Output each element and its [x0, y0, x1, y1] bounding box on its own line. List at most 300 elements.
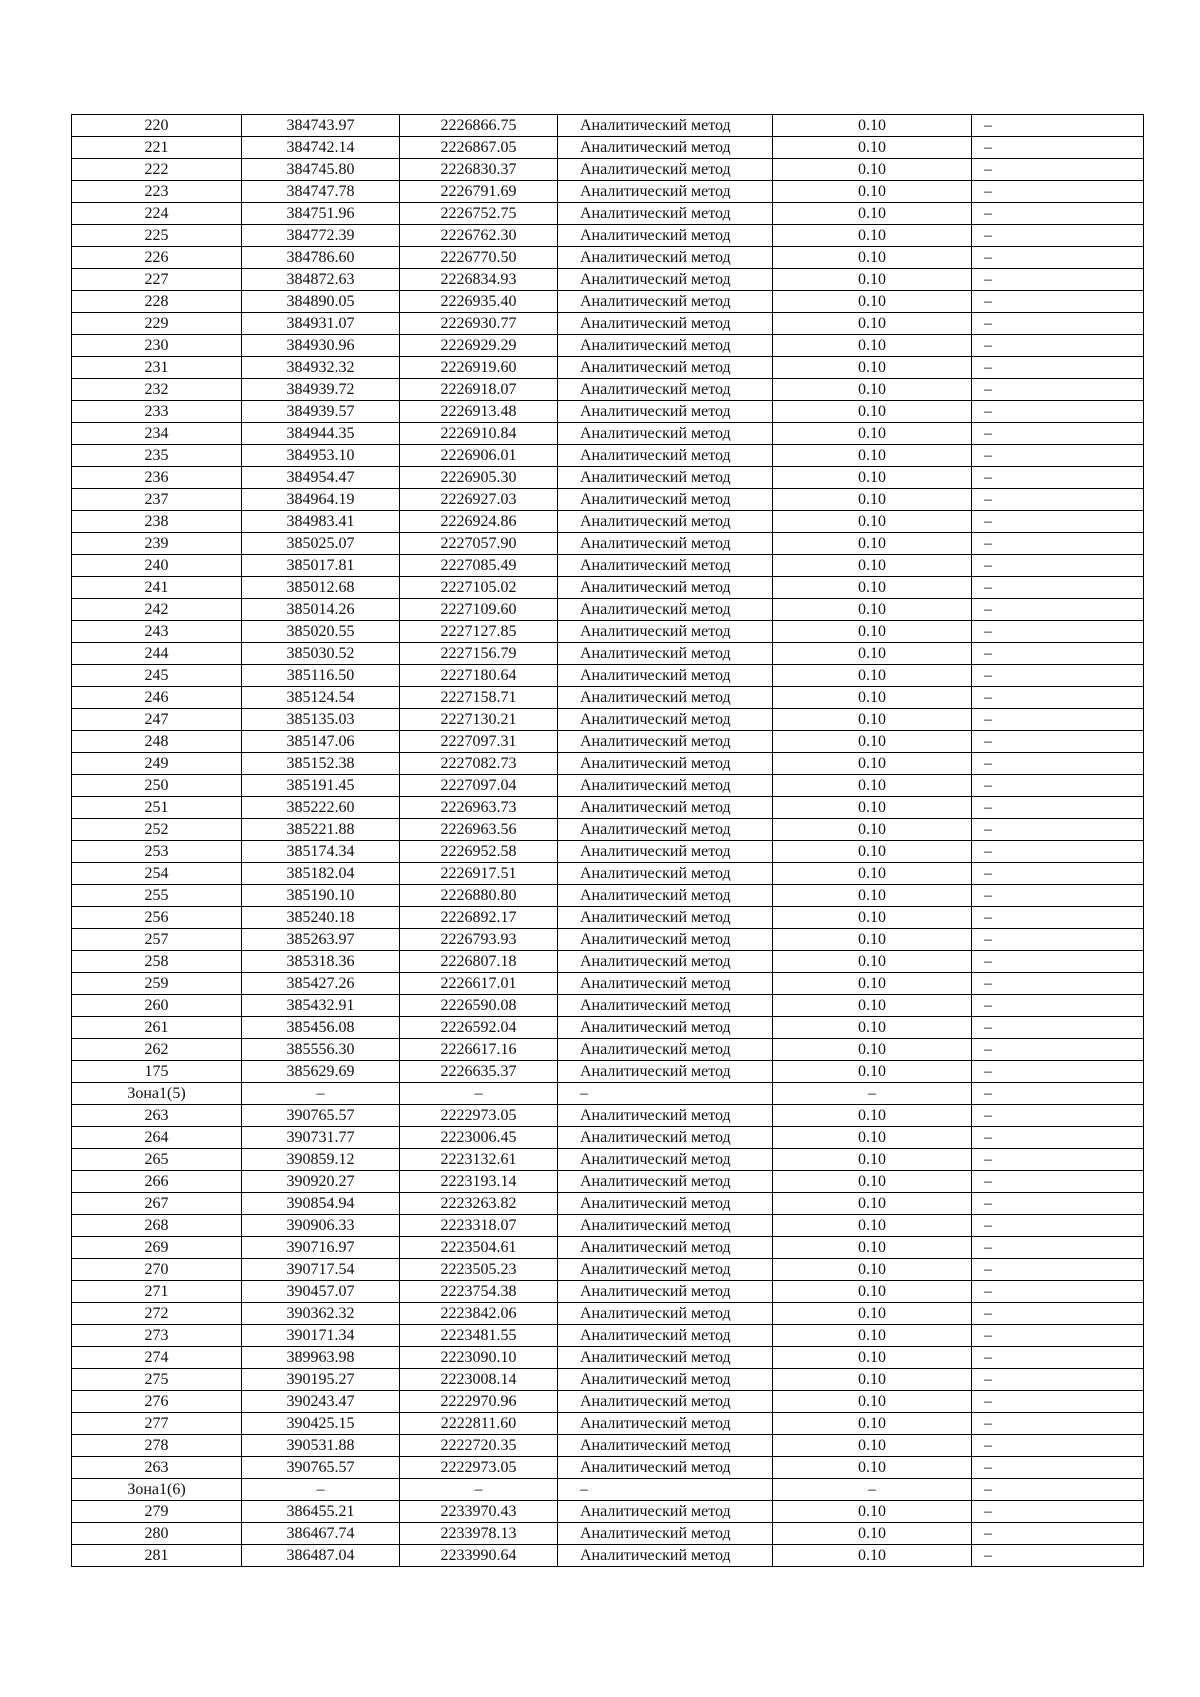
y-coordinate-cell: 2226924.86	[400, 511, 558, 533]
table-row	[72, 401, 1144, 423]
table-row	[72, 511, 1144, 533]
method-cell: Аналитический метод	[558, 467, 773, 489]
x-coordinate-cell: 385014.26	[242, 599, 400, 621]
x-coordinate-cell: 385318.36	[242, 951, 400, 973]
method-cell: Аналитический метод	[558, 489, 773, 511]
note-cell: –	[972, 159, 1144, 181]
point-number-cell: 280	[72, 1523, 242, 1545]
method-cell: Аналитический метод	[558, 1303, 773, 1325]
note-cell: –	[972, 137, 1144, 159]
x-coordinate-cell: 385012.68	[242, 577, 400, 599]
method-cell: Аналитический метод	[558, 1523, 773, 1545]
note-cell: –	[972, 1193, 1144, 1215]
y-coordinate-cell: 2233970.43	[400, 1501, 558, 1523]
note-cell: –	[972, 423, 1144, 445]
y-coordinate-cell: 2226952.58	[400, 841, 558, 863]
accuracy-cell: 0.10	[773, 973, 972, 995]
note-cell: –	[972, 753, 1144, 775]
note-cell: –	[972, 973, 1144, 995]
method-cell: Аналитический метод	[558, 1281, 773, 1303]
method-cell: Аналитический метод	[558, 577, 773, 599]
accuracy-cell: 0.10	[773, 687, 972, 709]
x-coordinate-cell: 390531.88	[242, 1435, 400, 1457]
accuracy-cell: 0.10	[773, 1017, 972, 1039]
table-row	[72, 1325, 1144, 1347]
y-coordinate-cell: 2226905.30	[400, 467, 558, 489]
method-cell: Аналитический метод	[558, 313, 773, 335]
accuracy-cell: 0.10	[773, 181, 972, 203]
note-cell: –	[972, 203, 1144, 225]
table-row	[72, 335, 1144, 357]
point-number-cell: 265	[72, 1149, 242, 1171]
note-cell: –	[972, 489, 1144, 511]
y-coordinate-cell: 2223008.14	[400, 1369, 558, 1391]
accuracy-cell: 0.10	[773, 423, 972, 445]
x-coordinate-cell: 384890.05	[242, 291, 400, 313]
y-coordinate-cell: 2226592.04	[400, 1017, 558, 1039]
method-cell: Аналитический метод	[558, 753, 773, 775]
point-number-cell: 247	[72, 709, 242, 731]
note-cell: –	[972, 1237, 1144, 1259]
x-coordinate-cell: 385456.08	[242, 1017, 400, 1039]
note-cell: –	[972, 1149, 1144, 1171]
accuracy-cell: 0.10	[773, 203, 972, 225]
table-row	[72, 313, 1144, 335]
note-cell: –	[972, 797, 1144, 819]
point-number-cell: 236	[72, 467, 242, 489]
method-cell: Аналитический метод	[558, 1105, 773, 1127]
x-coordinate-cell: 384932.32	[242, 357, 400, 379]
accuracy-cell: 0.10	[773, 1303, 972, 1325]
accuracy-cell: 0.10	[773, 1215, 972, 1237]
note-cell: –	[972, 841, 1144, 863]
point-number-cell: 270	[72, 1259, 242, 1281]
point-number-cell: 273	[72, 1325, 242, 1347]
method-cell: Аналитический метод	[558, 841, 773, 863]
y-coordinate-cell: 2226913.48	[400, 401, 558, 423]
accuracy-cell: 0.10	[773, 137, 972, 159]
method-cell: Аналитический метод	[558, 511, 773, 533]
x-coordinate-cell: 385191.45	[242, 775, 400, 797]
method-cell: Аналитический метод	[558, 1215, 773, 1237]
y-coordinate-cell: 2226929.29	[400, 335, 558, 357]
accuracy-cell: 0.10	[773, 951, 972, 973]
table-row	[72, 291, 1144, 313]
table-row	[72, 1171, 1144, 1193]
method-cell: Аналитический метод	[558, 775, 773, 797]
table-row	[72, 819, 1144, 841]
point-number-cell: 258	[72, 951, 242, 973]
accuracy-cell: 0.10	[773, 1501, 972, 1523]
note-cell: –	[972, 1369, 1144, 1391]
table-row	[72, 1479, 1144, 1501]
x-coordinate-cell: 385222.60	[242, 797, 400, 819]
x-coordinate-cell: 385221.88	[242, 819, 400, 841]
y-coordinate-cell: 2226834.93	[400, 269, 558, 291]
note-cell: –	[972, 379, 1144, 401]
note-cell: –	[972, 335, 1144, 357]
x-coordinate-cell: 385556.30	[242, 1039, 400, 1061]
table-row	[72, 885, 1144, 907]
point-number-cell: 230	[72, 335, 242, 357]
method-cell: Аналитический метод	[558, 885, 773, 907]
x-coordinate-cell: 385017.81	[242, 555, 400, 577]
accuracy-cell: 0.10	[773, 379, 972, 401]
point-number-cell: Зона1(6)	[72, 1479, 242, 1501]
note-cell: –	[972, 1347, 1144, 1369]
y-coordinate-cell: 2227105.02	[400, 577, 558, 599]
accuracy-cell: 0.10	[773, 313, 972, 335]
method-cell: Аналитический метод	[558, 1347, 773, 1369]
y-coordinate-cell: 2222973.05	[400, 1105, 558, 1127]
method-cell: Аналитический метод	[558, 555, 773, 577]
note-cell: –	[972, 1325, 1144, 1347]
accuracy-cell: 0.10	[773, 115, 972, 137]
note-cell: –	[972, 951, 1144, 973]
note-cell: –	[972, 247, 1144, 269]
table-row	[72, 203, 1144, 225]
accuracy-cell: 0.10	[773, 1237, 972, 1259]
accuracy-cell: 0.10	[773, 1149, 972, 1171]
method-cell: Аналитический метод	[558, 599, 773, 621]
table-row	[72, 1127, 1144, 1149]
y-coordinate-cell: 2227127.85	[400, 621, 558, 643]
note-cell: –	[972, 731, 1144, 753]
accuracy-cell: 0.10	[773, 1105, 972, 1127]
note-cell: –	[972, 1281, 1144, 1303]
note-cell: –	[972, 665, 1144, 687]
table-row	[72, 1215, 1144, 1237]
x-coordinate-cell: 390716.97	[242, 1237, 400, 1259]
method-cell: Аналитический метод	[558, 291, 773, 313]
method-cell: Аналитический метод	[558, 1149, 773, 1171]
y-coordinate-cell: 2223318.07	[400, 1215, 558, 1237]
y-coordinate-cell: 2226867.05	[400, 137, 558, 159]
table-row	[72, 577, 1144, 599]
method-cell: Аналитический метод	[558, 159, 773, 181]
point-number-cell: 276	[72, 1391, 242, 1413]
y-coordinate-cell: 2223193.14	[400, 1171, 558, 1193]
table-row	[72, 951, 1144, 973]
table-row	[72, 687, 1144, 709]
x-coordinate-cell: 385432.91	[242, 995, 400, 1017]
table-row	[72, 379, 1144, 401]
table-row	[72, 621, 1144, 643]
method-cell: Аналитический метод	[558, 335, 773, 357]
x-coordinate-cell: 385147.06	[242, 731, 400, 753]
point-number-cell: 249	[72, 753, 242, 775]
y-coordinate-cell: 2222973.05	[400, 1457, 558, 1479]
point-number-cell: 279	[72, 1501, 242, 1523]
table-row	[72, 907, 1144, 929]
note-cell: –	[972, 775, 1144, 797]
accuracy-cell: 0.10	[773, 555, 972, 577]
point-number-cell: 234	[72, 423, 242, 445]
table-row	[72, 665, 1144, 687]
method-cell: Аналитический метод	[558, 643, 773, 665]
y-coordinate-cell: 2226935.40	[400, 291, 558, 313]
point-number-cell: 274	[72, 1347, 242, 1369]
point-number-cell: 225	[72, 225, 242, 247]
accuracy-cell: 0.10	[773, 995, 972, 1017]
x-coordinate-cell: 390243.47	[242, 1391, 400, 1413]
method-cell: Аналитический метод	[558, 269, 773, 291]
method-cell: Аналитический метод	[558, 181, 773, 203]
accuracy-cell: 0.10	[773, 401, 972, 423]
note-cell: –	[972, 1215, 1144, 1237]
x-coordinate-cell: 384745.80	[242, 159, 400, 181]
y-coordinate-cell: 2233990.64	[400, 1545, 558, 1567]
x-coordinate-cell: 385025.07	[242, 533, 400, 555]
note-cell: –	[972, 863, 1144, 885]
method-cell: Аналитический метод	[558, 1259, 773, 1281]
accuracy-cell: 0.10	[773, 599, 972, 621]
method-cell: Аналитический метод	[558, 379, 773, 401]
table-row	[72, 1149, 1144, 1171]
accuracy-cell: 0.10	[773, 1545, 972, 1567]
table-row	[72, 1237, 1144, 1259]
method-cell: Аналитический метод	[558, 533, 773, 555]
y-coordinate-cell: 2227082.73	[400, 753, 558, 775]
y-coordinate-cell: 2227180.64	[400, 665, 558, 687]
note-cell: –	[972, 225, 1144, 247]
y-coordinate-cell: 2227130.21	[400, 709, 558, 731]
x-coordinate-cell: 385629.69	[242, 1061, 400, 1083]
x-coordinate-cell: 384953.10	[242, 445, 400, 467]
point-number-cell: 260	[72, 995, 242, 1017]
y-coordinate-cell: 2226880.80	[400, 885, 558, 907]
method-cell: Аналитический метод	[558, 973, 773, 995]
point-number-cell: Зона1(5)	[72, 1083, 242, 1105]
table-row	[72, 181, 1144, 203]
method-cell: Аналитический метод	[558, 995, 773, 1017]
method-cell: Аналитический метод	[558, 1127, 773, 1149]
note-cell: –	[972, 885, 1144, 907]
x-coordinate-cell: 390765.57	[242, 1105, 400, 1127]
method-cell: Аналитический метод	[558, 137, 773, 159]
method-cell: Аналитический метод	[558, 863, 773, 885]
note-cell: –	[972, 181, 1144, 203]
method-cell: –	[558, 1479, 773, 1501]
note-cell: –	[972, 401, 1144, 423]
point-number-cell: 277	[72, 1413, 242, 1435]
point-number-cell: 227	[72, 269, 242, 291]
note-cell: –	[972, 995, 1144, 1017]
accuracy-cell: –	[773, 1479, 972, 1501]
point-number-cell: 175	[72, 1061, 242, 1083]
point-number-cell: 223	[72, 181, 242, 203]
y-coordinate-cell: 2223842.06	[400, 1303, 558, 1325]
table-row	[72, 1061, 1144, 1083]
method-cell: Аналитический метод	[558, 1171, 773, 1193]
y-coordinate-cell: 2227109.60	[400, 599, 558, 621]
point-number-cell: 235	[72, 445, 242, 467]
accuracy-cell: 0.10	[773, 929, 972, 951]
accuracy-cell: 0.10	[773, 1039, 972, 1061]
y-coordinate-cell: 2223505.23	[400, 1259, 558, 1281]
x-coordinate-cell: 385240.18	[242, 907, 400, 929]
accuracy-cell: 0.10	[773, 533, 972, 555]
table-row	[72, 1303, 1144, 1325]
y-coordinate-cell: 2227057.90	[400, 533, 558, 555]
point-number-cell: 229	[72, 313, 242, 335]
point-number-cell: 251	[72, 797, 242, 819]
table-row	[72, 1083, 1144, 1105]
point-number-cell: 250	[72, 775, 242, 797]
accuracy-cell: 0.10	[773, 1259, 972, 1281]
y-coordinate-cell: 2226590.08	[400, 995, 558, 1017]
x-coordinate-cell: 390920.27	[242, 1171, 400, 1193]
y-coordinate-cell: 2223481.55	[400, 1325, 558, 1347]
accuracy-cell: 0.10	[773, 335, 972, 357]
y-coordinate-cell: 2226919.60	[400, 357, 558, 379]
point-number-cell: 240	[72, 555, 242, 577]
point-number-cell: 231	[72, 357, 242, 379]
point-number-cell: 275	[72, 1369, 242, 1391]
accuracy-cell: 0.10	[773, 665, 972, 687]
point-number-cell: 232	[72, 379, 242, 401]
note-cell: –	[972, 1413, 1144, 1435]
table-row	[72, 1193, 1144, 1215]
x-coordinate-cell: 384742.14	[242, 137, 400, 159]
accuracy-cell: 0.10	[773, 863, 972, 885]
table-row	[72, 467, 1144, 489]
y-coordinate-cell: 2226963.56	[400, 819, 558, 841]
table-row	[72, 775, 1144, 797]
x-coordinate-cell: 385182.04	[242, 863, 400, 885]
x-coordinate-cell: 384931.07	[242, 313, 400, 335]
table-row	[72, 1391, 1144, 1413]
x-coordinate-cell: 384786.60	[242, 247, 400, 269]
x-coordinate-cell: 390765.57	[242, 1457, 400, 1479]
accuracy-cell: 0.10	[773, 841, 972, 863]
y-coordinate-cell: 2226963.73	[400, 797, 558, 819]
method-cell: Аналитический метод	[558, 1501, 773, 1523]
x-coordinate-cell: 390425.15	[242, 1413, 400, 1435]
accuracy-cell: 0.10	[773, 291, 972, 313]
accuracy-cell: 0.10	[773, 1435, 972, 1457]
point-number-cell: 263	[72, 1105, 242, 1127]
y-coordinate-cell: 2223006.45	[400, 1127, 558, 1149]
table-row	[72, 1523, 1144, 1545]
method-cell: Аналитический метод	[558, 797, 773, 819]
table-row	[72, 533, 1144, 555]
accuracy-cell: 0.10	[773, 731, 972, 753]
document-page	[71, 114, 1143, 1567]
table-row	[72, 445, 1144, 467]
x-coordinate-cell: 390854.94	[242, 1193, 400, 1215]
y-coordinate-cell: 2226793.93	[400, 929, 558, 951]
method-cell: Аналитический метод	[558, 1545, 773, 1567]
x-coordinate-cell: –	[242, 1083, 400, 1105]
y-coordinate-cell: 2226770.50	[400, 247, 558, 269]
point-number-cell: 242	[72, 599, 242, 621]
note-cell: –	[972, 1479, 1144, 1501]
y-coordinate-cell: 2226892.17	[400, 907, 558, 929]
x-coordinate-cell: 389963.98	[242, 1347, 400, 1369]
method-cell: Аналитический метод	[558, 621, 773, 643]
note-cell: –	[972, 599, 1144, 621]
x-coordinate-cell: 385263.97	[242, 929, 400, 951]
table-row	[72, 1435, 1144, 1457]
y-coordinate-cell: 2222811.60	[400, 1413, 558, 1435]
note-cell: –	[972, 1457, 1144, 1479]
accuracy-cell: 0.10	[773, 1347, 972, 1369]
note-cell: –	[972, 1105, 1144, 1127]
y-coordinate-cell: 2226635.37	[400, 1061, 558, 1083]
y-coordinate-cell: 2226930.77	[400, 313, 558, 335]
point-number-cell: 266	[72, 1171, 242, 1193]
note-cell: –	[972, 1435, 1144, 1457]
method-cell: Аналитический метод	[558, 445, 773, 467]
method-cell: Аналитический метод	[558, 929, 773, 951]
y-coordinate-cell: 2226918.07	[400, 379, 558, 401]
x-coordinate-cell: 385135.03	[242, 709, 400, 731]
y-coordinate-cell: –	[400, 1479, 558, 1501]
method-cell: Аналитический метод	[558, 203, 773, 225]
method-cell: Аналитический метод	[558, 247, 773, 269]
x-coordinate-cell: 385124.54	[242, 687, 400, 709]
x-coordinate-cell: 385427.26	[242, 973, 400, 995]
accuracy-cell: 0.10	[773, 819, 972, 841]
y-coordinate-cell: 2227085.49	[400, 555, 558, 577]
x-coordinate-cell: 385030.52	[242, 643, 400, 665]
table-row	[72, 1501, 1144, 1523]
x-coordinate-cell: 385190.10	[242, 885, 400, 907]
x-coordinate-cell: 385152.38	[242, 753, 400, 775]
y-coordinate-cell: 2223754.38	[400, 1281, 558, 1303]
point-number-cell: 228	[72, 291, 242, 313]
x-coordinate-cell: 390457.07	[242, 1281, 400, 1303]
point-number-cell: 257	[72, 929, 242, 951]
y-coordinate-cell: 2226752.75	[400, 203, 558, 225]
x-coordinate-cell: 385174.34	[242, 841, 400, 863]
note-cell: –	[972, 1171, 1144, 1193]
point-number-cell: 248	[72, 731, 242, 753]
accuracy-cell: –	[773, 1083, 972, 1105]
y-coordinate-cell: 2227097.04	[400, 775, 558, 797]
table-row	[72, 599, 1144, 621]
note-cell: –	[972, 1303, 1144, 1325]
x-coordinate-cell: 386455.21	[242, 1501, 400, 1523]
x-coordinate-cell: 390195.27	[242, 1369, 400, 1391]
accuracy-cell: 0.10	[773, 775, 972, 797]
y-coordinate-cell: 2223263.82	[400, 1193, 558, 1215]
note-cell: –	[972, 1545, 1144, 1567]
method-cell: Аналитический метод	[558, 1237, 773, 1259]
note-cell: –	[972, 709, 1144, 731]
table-row	[72, 643, 1144, 665]
note-cell: –	[972, 291, 1144, 313]
table-row	[72, 555, 1144, 577]
method-cell: Аналитический метод	[558, 1017, 773, 1039]
note-cell: –	[972, 555, 1144, 577]
x-coordinate-cell: 386467.74	[242, 1523, 400, 1545]
method-cell: Аналитический метод	[558, 1325, 773, 1347]
y-coordinate-cell: 2222970.96	[400, 1391, 558, 1413]
point-number-cell: 271	[72, 1281, 242, 1303]
note-cell: –	[972, 467, 1144, 489]
method-cell: Аналитический метод	[558, 225, 773, 247]
x-coordinate-cell: 384751.96	[242, 203, 400, 225]
table-row	[72, 1347, 1144, 1369]
point-number-cell: 255	[72, 885, 242, 907]
y-coordinate-cell: 2226830.37	[400, 159, 558, 181]
accuracy-cell: 0.10	[773, 1457, 972, 1479]
note-cell: –	[972, 357, 1144, 379]
table-row	[72, 269, 1144, 291]
y-coordinate-cell: 2222720.35	[400, 1435, 558, 1457]
